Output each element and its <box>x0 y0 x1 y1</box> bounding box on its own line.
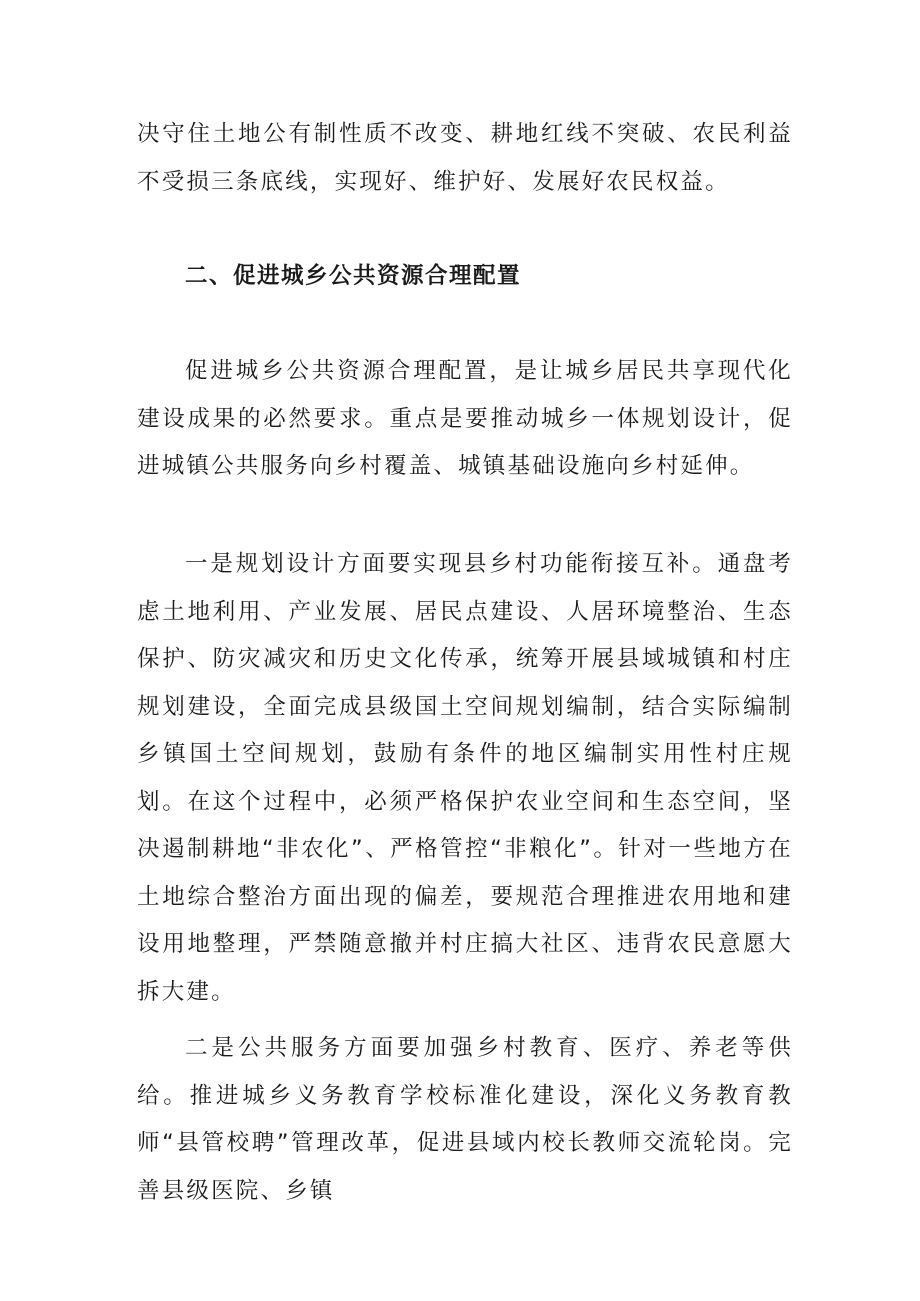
body-paragraph: 促进城乡公共资源合理配置，是让城乡居民共享现代化建设成果的必然要求。重点是要推动城乡一体规划设计，促进城镇公共服务向乡村覆盖、城镇基础设施向乡村延伸。 <box>137 358 793 479</box>
continuation-paragraph: 决守住土地公有制性质不改变、耕地红线不突破、农民利益不受损三条底线，实现好、维护好、发展好农民权益。 <box>137 121 793 195</box>
section-heading: 二、促进城乡公共资源合理配置 <box>185 263 522 289</box>
body-paragraph: 二是公共服务方面要加强乡村教育、医疗、养老等供给。推进城乡义务教育学校标准化建设，深化义务教育教师“县管校聘”管理改革，促进县域内校长教师交流轮岗。完善县级医院、乡镇 <box>137 1035 793 1204</box>
body-paragraph: 一是规划设计方面要实现县乡村功能衔接互补。通盘考虑土地利用、产业发展、居民点建设、人居环境整治、生态保护、防灾减灾和历史文化传承，统筹开展县域城镇和村庄规划建设，全面完成县级国土空间规划编制，结合实际编制乡镇国土空间规划，鼓励有条件的地区编制实用性村庄规划。在这个过程中，必须严格保护农业空间和生态空间，坚决遏制耕地“非农化”、严格管控“非粮化”。针对一些地方在土地综合整治方面出现的偏差，要规范合理推进农用地和建设用地整理，严禁随意撤并村庄搞大社区、违背农民意愿大拆大建。 <box>137 551 793 1005</box>
